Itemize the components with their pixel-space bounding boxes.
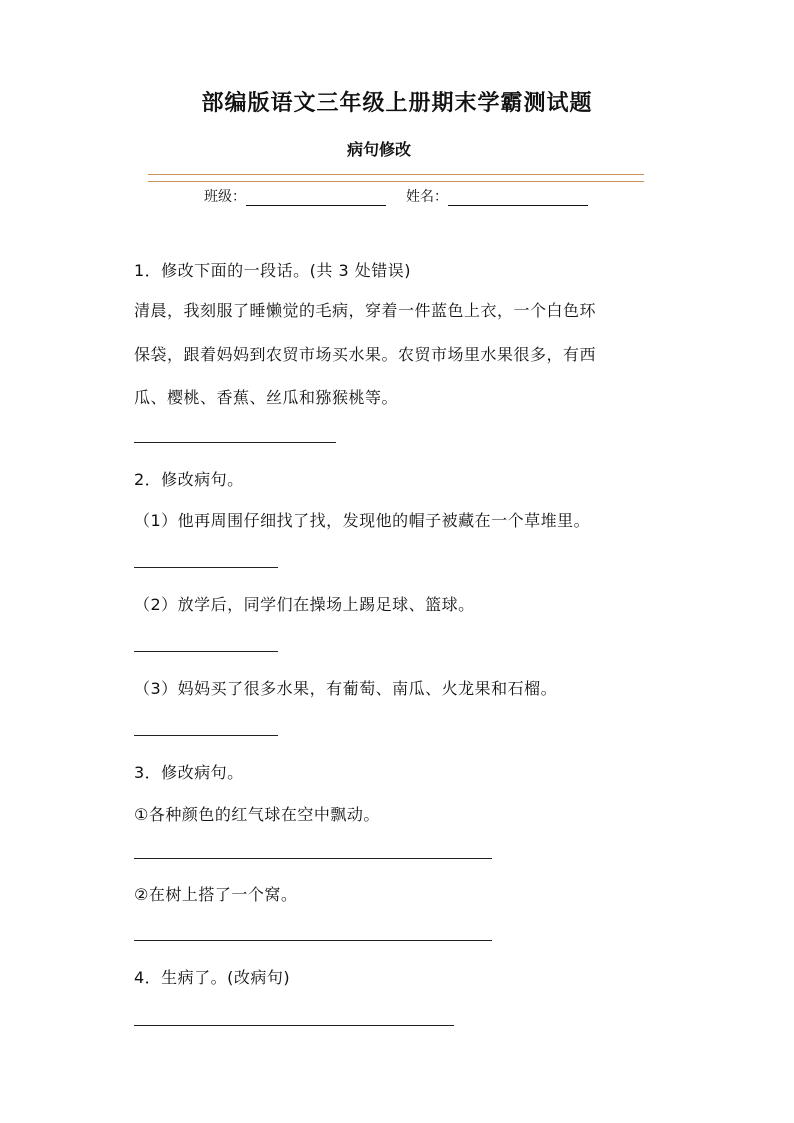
question-2-item-3-answer-line[interactable] [134,735,278,736]
question-1-prompt: 1．修改下面的一段话。(共 3 处错误) [134,261,412,280]
header-divider-bottom [148,181,644,182]
class-label: 班级： [204,189,246,205]
question-1-paragraph-line: 瓜、樱桃、香蕉、丝瓜和猕猴桃等。 [134,388,399,407]
header-divider-top [148,174,644,175]
question-2-item: （2）放学后，同学们在操场上踢足球、篮球。 [134,595,475,614]
question-1-paragraph-line: 清晨，我刻服了睡懒觉的毛病，穿着一件蓝色上衣，一个白色环 [134,301,597,320]
question-2-prompt: 2．修改病句。 [134,470,244,489]
name-label: 姓名： [406,189,448,205]
question-3-item: ②在树上搭了一个窝。 [134,885,298,904]
question-3-item: ①各种颜色的红气球在空中飘动。 [134,805,380,824]
question-3-item-2-answer-line[interactable] [134,940,492,941]
name-blank-field[interactable] [448,187,588,206]
question-2-item: （3）妈妈买了很多水果，有葡萄、南瓜、火龙果和石榴。 [134,679,558,698]
question-2-item: （1）他再周围仔细找了找，发现他的帽子被藏在一个草堆里。 [134,511,591,530]
question-3-item-1-answer-line[interactable] [134,858,492,859]
question-4-answer-line[interactable] [134,1025,454,1026]
class-blank-field[interactable] [246,187,386,206]
page-subtitle: 病句修改 [346,140,411,159]
question-3-prompt: 3．修改病句。 [134,763,244,782]
question-1-answer-line[interactable] [134,442,336,443]
question-2-item-2-answer-line[interactable] [134,651,278,652]
question-2-item-1-answer-line[interactable] [134,567,278,568]
page-title: 部编版语文三年级上册期末学霸测试题 [201,90,593,116]
question-1-paragraph-line: 保袋，跟着妈妈到农贸市场买水果。农贸市场里水果很多，有西 [134,345,597,364]
question-4-prompt: 4．生病了。(改病句) [134,968,291,987]
student-info-row [204,186,588,206]
